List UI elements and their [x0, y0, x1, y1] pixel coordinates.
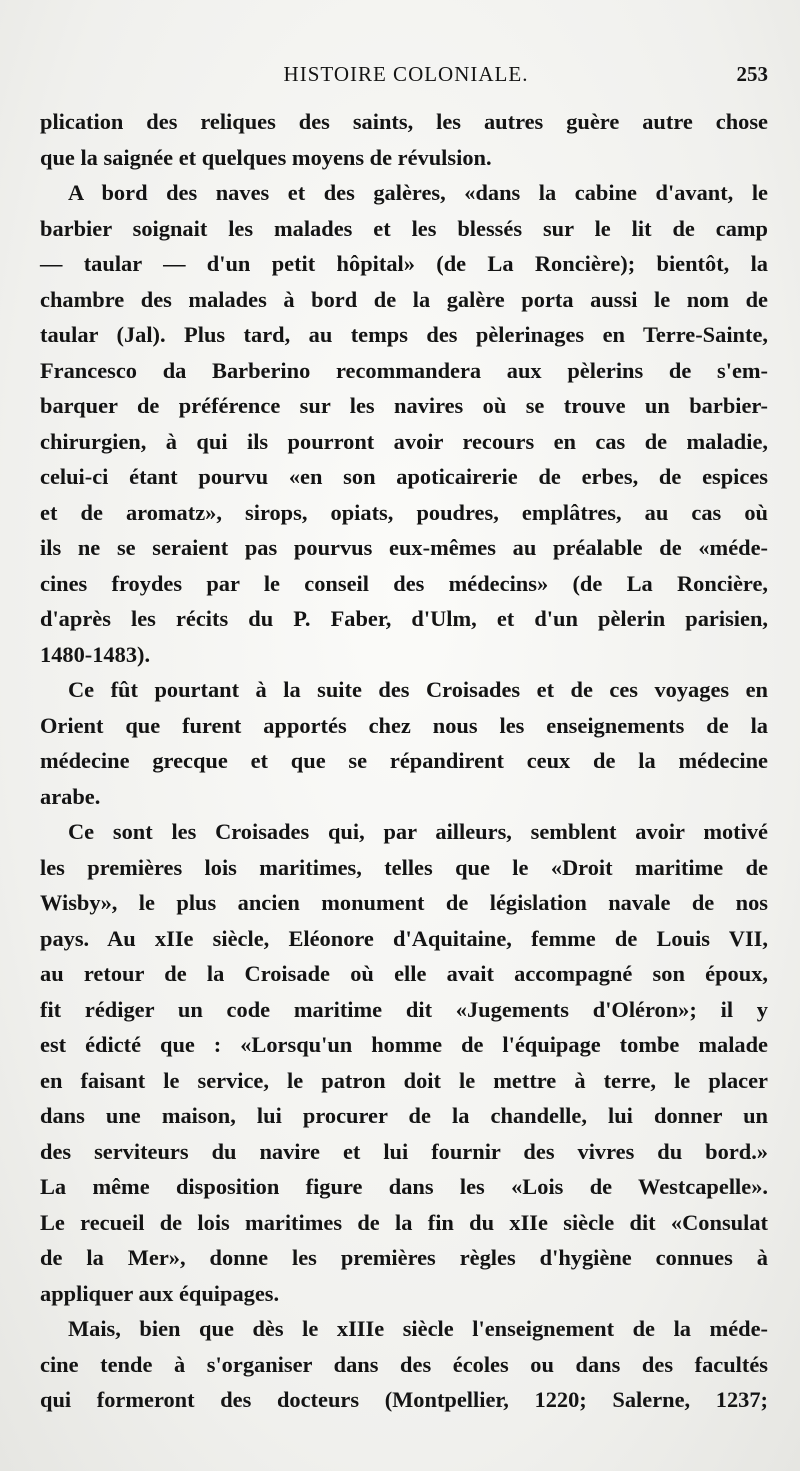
- text-line: et de aromatz», sirops, opiats, poudres, emplâtres, au cas où: [40, 499, 768, 525]
- text-line: dans une maison, lui procurer de la chandelle, lui donner un: [40, 1103, 768, 1128]
- text-line: cine tende à s'organiser dans des écoles ou dans des facultés: [40, 1351, 768, 1377]
- text-line: médecine grecque et que se répandirent ceux de la médecine: [40, 748, 768, 773]
- text-line: les premières lois maritimes, telles que le «Droit maritime de: [40, 854, 768, 880]
- text-line: A bord des naves et des galères, «dans la cabine d'avant, le: [68, 180, 768, 205]
- text-line: ils ne se seraient pas pourvus eux-mêmes au préalable de «méde-: [40, 535, 768, 560]
- text-line: en faisant le service, le patron doit le mettre à terre, le placer: [40, 1067, 768, 1093]
- text-line: des serviteurs du navire et lui fournir des vivres du bord.»: [40, 1138, 768, 1164]
- text-line: chambre des malades à bord de la galère porta aussi le nom de: [40, 286, 768, 312]
- text-line: Wisby», le plus ancien monument de législation navale de nos: [40, 890, 768, 915]
- text-line: que la saignée et quelques moyens de révulsion.: [40, 144, 492, 170]
- running-title: HISTOIRE COLONIALE.: [283, 62, 529, 86]
- text-line: Orient que furent apportés chez nous les enseignements de la: [40, 712, 768, 738]
- text-line: 1480-1483).: [40, 641, 151, 667]
- text-line: pays. Au xIIe siècle, Eléonore d'Aquitaine, femme de Louis VII,: [40, 925, 768, 951]
- text-line: au retour de la Croisade où elle avait accompagné son époux,: [40, 961, 768, 986]
- text-line: plication des reliques des saints, les autres guère autre chose: [40, 109, 768, 134]
- text-line: qui formeront des docteurs (Montpellier, 1220; Salerne, 1237;: [40, 1387, 768, 1412]
- text-line: d'après les récits du P. Faber, d'Ulm, et d'un pèlerin parisien,: [40, 606, 768, 631]
- body-text: [40, 104, 768, 1418]
- text-line: arabe.: [40, 783, 101, 809]
- text-line: La même disposition figure dans les «Lois de Westcapelle».: [40, 1174, 768, 1199]
- text-line: taular (Jal). Plus tard, au temps des pèlerinages en Terre-Sainte,: [40, 322, 768, 347]
- text-line: barbier soignait les malades et les blessés sur le lit de camp: [40, 215, 768, 241]
- text-line: Francesco da Barberino recommandera aux pèlerins de s'em-: [40, 357, 768, 383]
- text-line: Le recueil de lois maritimes de la fin du xIIe siècle dit «Consulat: [40, 1209, 768, 1235]
- text-line: — taular — d'un petit hôpital» (de La Roncière); bientôt, la: [40, 251, 768, 276]
- text-line: cines froydes par le conseil des médecins» (de La Roncière,: [40, 570, 768, 596]
- page-header: [44, 62, 768, 92]
- text-line: appliquer aux équipages.: [40, 1280, 280, 1306]
- text-line: Mais, bien que dès le xIIIe siècle l'enseignement de la méde-: [68, 1316, 768, 1341]
- text-line: de la Mer», donne les premières règles d'hygiène connues à: [40, 1245, 768, 1270]
- text-line: fit rédiger un code maritime dit «Jugements d'Oléron»; il y: [40, 996, 768, 1022]
- text-line: Ce sont les Croisades qui, par ailleurs, semblent avoir motivé: [68, 819, 768, 844]
- text-line: Ce fût pourtant à la suite des Croisades et de ces voyages en: [68, 677, 768, 702]
- text-line: barquer de préférence sur les navires où se trouve un barbier-: [40, 393, 768, 418]
- text-line: celui-ci étant pourvu «en son apoticairerie de erbes, de espices: [40, 464, 768, 489]
- text-line: chirurgien, à qui ils pourront avoir recours en cas de maladie,: [40, 428, 768, 454]
- page-number: 253: [736, 62, 768, 86]
- text-line: est édicté que : «Lorsqu'un homme de l'équipage tombe malade: [40, 1032, 768, 1057]
